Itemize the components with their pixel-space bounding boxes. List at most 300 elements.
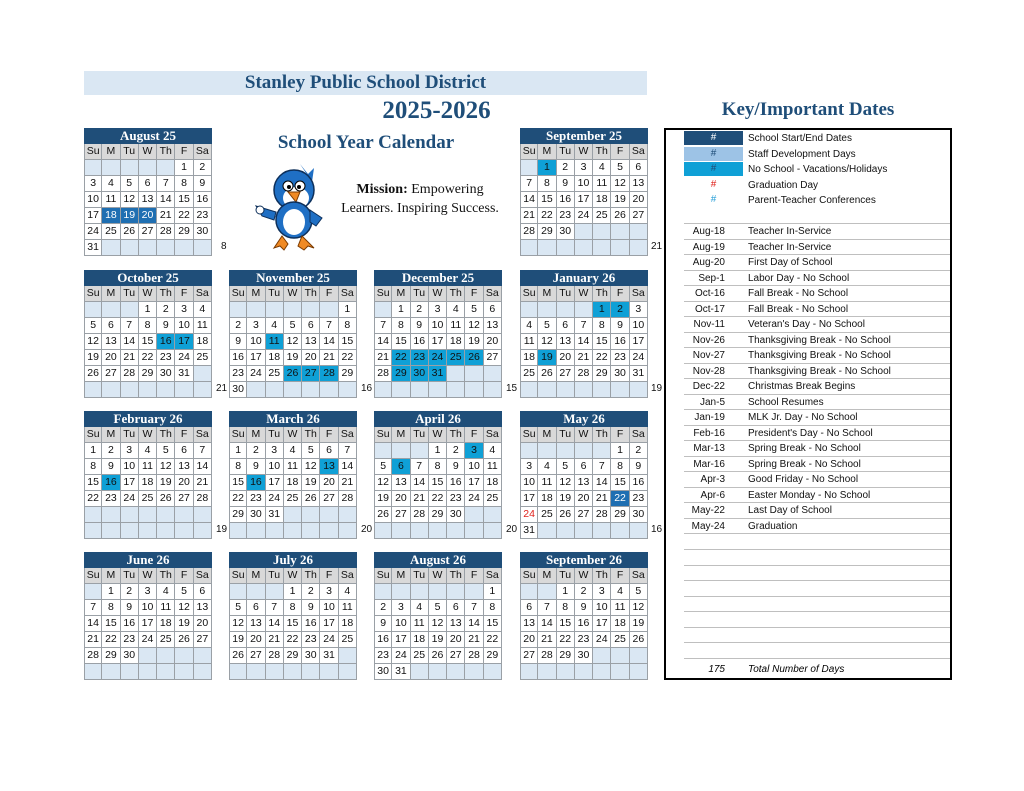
day-cell: 27 <box>575 507 593 523</box>
day-cell: 7 <box>266 600 284 616</box>
day-cell: 5 <box>121 176 139 192</box>
day-cell: 28 <box>84 648 102 664</box>
week-row <box>84 632 212 648</box>
day-cell: 31 <box>392 664 410 680</box>
empty-cell <box>557 302 575 318</box>
weekday-label: Sa <box>194 427 212 443</box>
day-cell: 25 <box>611 632 629 648</box>
legend-label: Parent-Teacher Conferences <box>748 195 876 207</box>
day-cell: 18 <box>194 334 212 350</box>
month-total-days: 15 <box>506 383 518 394</box>
empty-cell <box>229 584 247 600</box>
day-cell: 1 <box>84 443 102 459</box>
day-cell: 14 <box>266 616 284 632</box>
week-row <box>84 475 212 491</box>
day-cell: 21 <box>157 208 175 224</box>
legend-swatch: # <box>684 162 743 176</box>
day-cell: 18 <box>538 491 556 507</box>
day-cell: 23 <box>611 350 629 366</box>
empty-cell <box>392 382 410 398</box>
empty-cell <box>593 523 611 539</box>
day-cell: 14 <box>157 192 175 208</box>
important-date: Mar-16 <box>693 458 725 470</box>
important-date-row <box>684 348 950 364</box>
day-cell: 29 <box>284 648 302 664</box>
legend-swatch: # <box>710 178 717 190</box>
empty-cell <box>520 240 538 256</box>
important-date-event: Good Friday - No School <box>748 474 859 485</box>
week-row <box>229 334 357 350</box>
day-cell: 15 <box>102 616 120 632</box>
day-cell: 5 <box>465 302 483 318</box>
weekday-label: W <box>575 286 593 302</box>
week-row <box>520 350 648 366</box>
week-row <box>229 491 357 507</box>
day-cell: 18 <box>266 350 284 366</box>
day-cell: 10 <box>520 475 538 491</box>
day-cell: 8 <box>611 459 629 475</box>
day-cell: 12 <box>630 600 648 616</box>
week-row <box>229 475 357 491</box>
legend-label: School Start/End Dates <box>748 133 852 144</box>
week-row <box>520 507 648 523</box>
day-cell: 13 <box>247 616 265 632</box>
day-cell: 30 <box>229 382 247 398</box>
day-cell: 7 <box>84 600 102 616</box>
day-cell: 10 <box>266 459 284 475</box>
empty-cell <box>557 382 575 398</box>
weekday-label: W <box>139 286 157 302</box>
empty-cell <box>157 523 175 539</box>
day-cell: 2 <box>157 302 175 318</box>
day-cell: 29 <box>538 224 556 240</box>
weekday-label: Th <box>593 144 611 160</box>
week-row <box>374 664 502 680</box>
day-cell: 4 <box>339 584 357 600</box>
empty-cell <box>139 648 157 664</box>
weekday-label: Tu <box>121 427 139 443</box>
week-row <box>520 334 648 350</box>
empty-cell <box>575 240 593 256</box>
month-total-days: 16 <box>361 383 373 394</box>
weekday-label: Su <box>84 286 102 302</box>
day-cell: 21 <box>593 491 611 507</box>
day-cell: 30 <box>411 366 429 382</box>
day-cell: 17 <box>429 334 447 350</box>
day-cell: 29 <box>593 366 611 382</box>
empty-cell <box>157 507 175 523</box>
day-cell: 17 <box>320 616 338 632</box>
important-date-event: Last Day of School <box>748 505 832 516</box>
empty-cell <box>102 160 120 176</box>
day-cell: 17 <box>175 334 193 350</box>
day-cell: 28 <box>374 366 392 382</box>
empty-row-divider <box>684 627 950 628</box>
important-date: Apr-3 <box>700 474 725 485</box>
week-row <box>520 475 648 491</box>
day-cell: 23 <box>447 491 465 507</box>
day-cell: 5 <box>374 459 392 475</box>
day-cell: 18 <box>284 475 302 491</box>
important-date-event: Teacher In-Service <box>748 226 832 237</box>
important-date-event: Spring Break - No School <box>748 458 861 470</box>
week-row <box>374 334 502 350</box>
empty-cell <box>538 523 556 539</box>
week-row <box>374 491 502 507</box>
important-date-row <box>684 240 950 256</box>
day-cell: 9 <box>411 318 429 334</box>
weekday-label: M <box>102 427 120 443</box>
empty-cell <box>320 664 338 680</box>
important-date: Sep-1 <box>698 272 725 284</box>
important-date-event: Labor Day - No School <box>748 272 850 284</box>
day-cell: 4 <box>157 584 175 600</box>
empty-cell <box>247 302 265 318</box>
day-cell: 20 <box>139 208 157 224</box>
empty-cell <box>194 382 212 398</box>
day-cell: 20 <box>557 350 575 366</box>
weekday-label: Sa <box>630 427 648 443</box>
day-cell: 26 <box>157 491 175 507</box>
day-cell: 27 <box>102 366 120 382</box>
day-cell: 24 <box>266 491 284 507</box>
empty-cell <box>175 523 193 539</box>
empty-cell <box>575 664 593 680</box>
day-cell: 25 <box>411 648 429 664</box>
month-july-26 <box>229 552 357 680</box>
day-cell: 19 <box>538 350 556 366</box>
empty-cell <box>157 382 175 398</box>
weekday-label: M <box>392 286 410 302</box>
day-cell: 7 <box>411 459 429 475</box>
day-cell: 30 <box>157 366 175 382</box>
weekday-label: Su <box>229 427 247 443</box>
weekday-label: Su <box>374 286 392 302</box>
important-date-row <box>684 426 950 442</box>
day-cell: 3 <box>392 600 410 616</box>
month-october-25 <box>84 270 212 398</box>
week-row <box>374 616 502 632</box>
weekday-label: F <box>320 286 338 302</box>
day-cell: 24 <box>630 350 648 366</box>
weekday-label: W <box>429 427 447 443</box>
empty-row-divider <box>684 549 950 550</box>
day-cell: 31 <box>320 648 338 664</box>
day-cell: 4 <box>266 318 284 334</box>
weekday-label: Tu <box>266 427 284 443</box>
day-cell: 19 <box>429 632 447 648</box>
empty-cell <box>84 523 102 539</box>
day-cell: 2 <box>575 584 593 600</box>
mission-text: Empowering Learners. Inspiring Success. <box>341 182 499 216</box>
week-row <box>374 366 502 382</box>
week-row <box>374 382 502 398</box>
day-cell: 10 <box>320 600 338 616</box>
day-cell: 19 <box>302 475 320 491</box>
weekday-label: Sa <box>339 427 357 443</box>
empty-cell <box>593 240 611 256</box>
day-cell: 17 <box>392 632 410 648</box>
weekday-label: Th <box>447 427 465 443</box>
day-cell: 11 <box>194 318 212 334</box>
day-cell: 11 <box>139 459 157 475</box>
weekday-label: M <box>102 568 120 584</box>
day-cell: 4 <box>593 160 611 176</box>
week-row <box>520 600 648 616</box>
weekday-header-row <box>520 286 648 302</box>
day-cell: 17 <box>139 616 157 632</box>
empty-cell <box>557 523 575 539</box>
weekday-label: Sa <box>484 427 502 443</box>
important-date: May-22 <box>691 505 725 516</box>
empty-cell <box>520 302 538 318</box>
day-cell: 2 <box>411 302 429 318</box>
day-cell: 15 <box>611 475 629 491</box>
day-cell: 16 <box>102 475 120 491</box>
day-cell: 20 <box>447 632 465 648</box>
day-cell: 15 <box>392 334 410 350</box>
week-row <box>229 318 357 334</box>
week-row <box>229 302 357 318</box>
empty-cell <box>266 523 284 539</box>
day-cell: 9 <box>121 600 139 616</box>
empty-cell <box>538 240 556 256</box>
weekday-label: Sa <box>339 568 357 584</box>
day-cell: 21 <box>320 350 338 366</box>
day-cell: 25 <box>284 491 302 507</box>
day-cell: 5 <box>302 443 320 459</box>
legend-item <box>684 131 950 146</box>
empty-cell <box>392 443 410 459</box>
legend-swatch: # <box>684 131 743 145</box>
empty-cell <box>374 443 392 459</box>
weekday-header-row <box>520 144 648 160</box>
empty-cell <box>339 523 357 539</box>
day-cell: 27 <box>194 632 212 648</box>
empty-cell <box>465 507 483 523</box>
week-row <box>84 459 212 475</box>
day-cell: 25 <box>538 507 556 523</box>
day-cell: 30 <box>121 648 139 664</box>
district-title: Stanley Public School District <box>84 71 647 95</box>
empty-cell <box>411 443 429 459</box>
day-cell: 16 <box>121 616 139 632</box>
month-header: February 26 <box>84 411 212 427</box>
day-cell: 29 <box>611 507 629 523</box>
weekday-label: M <box>538 144 556 160</box>
weekday-header-row <box>374 286 502 302</box>
day-cell: 21 <box>520 208 538 224</box>
day-cell: 30 <box>630 507 648 523</box>
weekday-label: F <box>175 568 193 584</box>
empty-cell <box>284 664 302 680</box>
day-cell: 28 <box>194 491 212 507</box>
important-date-event: Fall Break - No School <box>748 288 849 299</box>
weekday-label: W <box>575 568 593 584</box>
important-date: Oct-17 <box>694 303 725 315</box>
day-cell: 12 <box>284 334 302 350</box>
week-row <box>229 648 357 664</box>
day-cell: 3 <box>465 443 483 459</box>
empty-cell <box>611 523 629 539</box>
day-cell: 9 <box>447 459 465 475</box>
day-cell: 6 <box>320 443 338 459</box>
day-cell: 17 <box>593 616 611 632</box>
empty-cell <box>175 240 193 256</box>
empty-cell <box>302 523 320 539</box>
day-cell: 30 <box>447 507 465 523</box>
weekday-header-row <box>374 427 502 443</box>
day-cell: 5 <box>157 443 175 459</box>
day-cell: 26 <box>611 208 629 224</box>
day-cell: 31 <box>429 366 447 382</box>
day-cell: 9 <box>557 176 575 192</box>
weekday-label: Su <box>229 568 247 584</box>
weekday-label: Su <box>84 568 102 584</box>
day-cell: 9 <box>302 600 320 616</box>
day-cell: 8 <box>139 318 157 334</box>
day-cell: 28 <box>157 224 175 240</box>
day-cell: 25 <box>157 632 175 648</box>
empty-cell <box>229 523 247 539</box>
week-row <box>374 648 502 664</box>
weekday-label: Sa <box>194 568 212 584</box>
day-cell: 8 <box>229 459 247 475</box>
day-cell: 14 <box>374 334 392 350</box>
month-total-days: 20 <box>361 524 373 535</box>
empty-cell <box>175 507 193 523</box>
important-date-event: Thanksgiving Break - No School <box>748 365 891 377</box>
empty-cell <box>447 366 465 382</box>
month-august-26 <box>374 552 502 680</box>
day-cell: 18 <box>611 616 629 632</box>
empty-cell <box>320 302 338 318</box>
empty-cell <box>575 302 593 318</box>
month-header: September 25 <box>520 128 648 144</box>
day-cell: 6 <box>575 459 593 475</box>
week-row <box>520 318 648 334</box>
week-row <box>520 632 648 648</box>
important-date-event: Thanksgiving Break - No School <box>748 350 891 361</box>
day-cell: 2 <box>447 443 465 459</box>
day-cell: 19 <box>374 491 392 507</box>
empty-cell <box>266 584 284 600</box>
day-cell: 20 <box>484 334 502 350</box>
week-row <box>520 302 648 318</box>
week-row <box>374 507 502 523</box>
important-date-event: Christmas Break Begins <box>748 381 856 392</box>
empty-cell <box>374 584 392 600</box>
day-cell: 3 <box>575 160 593 176</box>
empty-cell <box>630 523 648 539</box>
empty-cell <box>611 648 629 664</box>
day-cell: 29 <box>139 366 157 382</box>
day-cell: 30 <box>575 648 593 664</box>
empty-cell <box>175 664 193 680</box>
week-row <box>520 192 648 208</box>
weekday-label: W <box>575 144 593 160</box>
day-cell: 16 <box>575 616 593 632</box>
day-cell: 15 <box>557 616 575 632</box>
mission-label: Mission: <box>356 182 408 197</box>
empty-cell <box>139 664 157 680</box>
important-date: Jan-19 <box>694 412 725 423</box>
day-cell: 18 <box>411 632 429 648</box>
empty-cell <box>266 382 284 398</box>
empty-cell <box>484 523 502 539</box>
month-total-days: 16 <box>651 524 663 535</box>
empty-cell <box>593 443 611 459</box>
day-cell: 13 <box>392 475 410 491</box>
day-cell: 18 <box>102 208 120 224</box>
empty-cell <box>175 648 193 664</box>
month-header: October 25 <box>84 270 212 286</box>
day-cell: 26 <box>121 224 139 240</box>
weekday-label: Sa <box>630 286 648 302</box>
week-row <box>229 523 357 539</box>
day-cell: 31 <box>630 366 648 382</box>
weekday-label: Th <box>447 568 465 584</box>
day-cell: 1 <box>339 302 357 318</box>
day-cell: 13 <box>175 459 193 475</box>
day-cell: 27 <box>302 366 320 382</box>
weekday-label: F <box>320 568 338 584</box>
empty-cell <box>194 523 212 539</box>
legend-item <box>684 147 950 162</box>
legend-swatch: # <box>684 147 743 161</box>
weekday-label: F <box>320 427 338 443</box>
day-cell: 26 <box>557 507 575 523</box>
legend-label: Graduation Day <box>748 179 819 191</box>
day-cell: 17 <box>575 192 593 208</box>
day-cell: 22 <box>484 632 502 648</box>
empty-cell <box>520 584 538 600</box>
month-total-days: 8 <box>221 241 227 252</box>
weekday-label: F <box>465 286 483 302</box>
empty-cell <box>520 382 538 398</box>
empty-cell <box>484 507 502 523</box>
day-cell: 25 <box>520 366 538 382</box>
week-row <box>84 366 212 382</box>
day-cell: 25 <box>139 491 157 507</box>
day-cell: 9 <box>630 459 648 475</box>
day-cell: 7 <box>339 443 357 459</box>
day-cell: 22 <box>284 632 302 648</box>
month-february-26 <box>84 411 212 539</box>
day-cell: 29 <box>229 507 247 523</box>
day-cell: 11 <box>339 600 357 616</box>
day-cell: 18 <box>339 616 357 632</box>
day-cell: 1 <box>611 443 629 459</box>
empty-cell <box>229 664 247 680</box>
weekday-label: F <box>611 568 629 584</box>
day-cell: 15 <box>284 616 302 632</box>
important-date-row <box>684 224 950 240</box>
important-date: Nov-28 <box>692 365 725 377</box>
day-cell: 24 <box>175 350 193 366</box>
day-cell: 17 <box>630 334 648 350</box>
day-cell: 3 <box>139 584 157 600</box>
day-cell: 17 <box>520 491 538 507</box>
weekday-label: Su <box>229 286 247 302</box>
day-cell: 11 <box>102 192 120 208</box>
weekday-label: W <box>575 427 593 443</box>
day-cell: 4 <box>484 443 502 459</box>
day-cell: 26 <box>284 366 302 382</box>
day-cell: 2 <box>247 443 265 459</box>
important-date: Dec-22 <box>692 381 725 392</box>
important-date-row <box>684 379 950 395</box>
